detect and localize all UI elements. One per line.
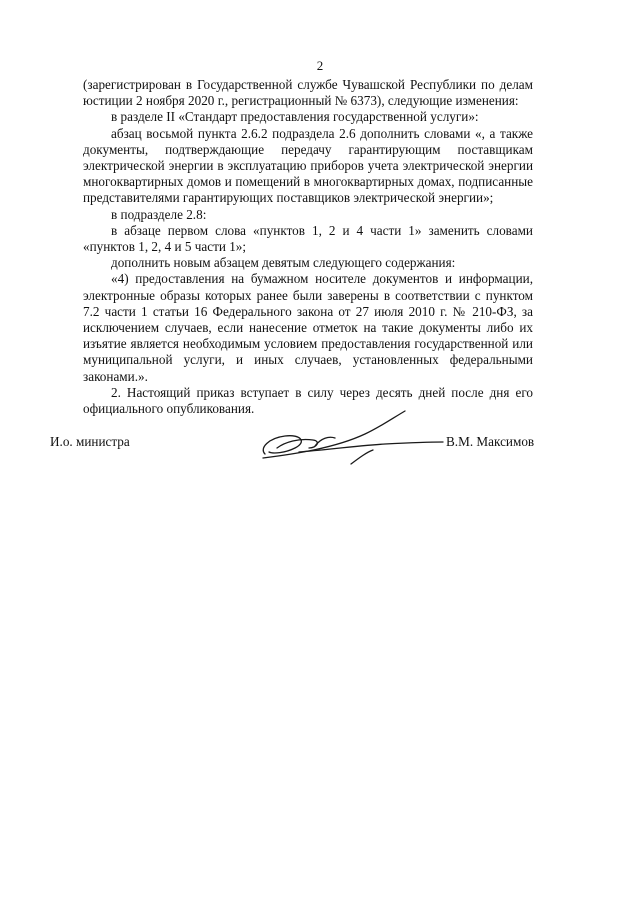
paragraph-new-ninth-abzac: дополнить новым абзацем девятым следующего содержания: <box>111 255 456 271</box>
paragraph-item-4-text: «4) предоставления на бумажном носителе документов и информации, электронные образы которых ранее были заверены в соответствии с пунктом 7.2 части 1 статьи 16 Федерального закона от 27 июля 2010 г. № 210-ФЗ, за исключением случаев, если нанесение отметок на такие документы либо их изъятие является необходимым условием предоставления государственной или муниципальной услуги, и иных случаев, установленных федеральными законами.». <box>83 271 533 384</box>
signer-name: В.М. Максимов <box>446 434 535 449</box>
paragraph-registration: (зарегистрирован в Государственной службе Чувашской Республики по делам юстиции 2 ноября 2020 г., регистрационный № 6373), следующие изменения: <box>83 77 533 109</box>
signer-position: И.о. министра <box>50 434 130 449</box>
paragraph-first-abzac-replacement: в абзаце первом слова «пунктов 1, 2 и 4 части 1» заменить словами «пунктов 1, 2, 4 и 5 части 1»; <box>83 222 533 255</box>
handwritten-signature <box>255 408 445 470</box>
paragraph-effective-date: 2. Настоящий приказ вступает в силу через десять дней после дня его официального опубликования. <box>83 384 533 417</box>
paragraph-section-ii: в разделе II «Стандарт предоставления государственной услуги»: <box>111 109 479 125</box>
paragraph-2-6-2-amendment: абзац восьмой пункта 2.6.2 подраздела 2.6 дополнить словами «, а также документы, подтверждающие передачу гарантирующим поставщикам электрической энергии в эксплуатацию приборов учета электрической энергии многоквартирных домов и помещений в многоквартирных домах, подписанные представителями гарантирующих поставщиков электрической энергии»; <box>83 125 533 206</box>
page-number: 2 <box>316 58 324 73</box>
paragraph-subsection-2-8: в подразделе 2.8: <box>111 206 207 222</box>
document-body <box>83 77 533 417</box>
